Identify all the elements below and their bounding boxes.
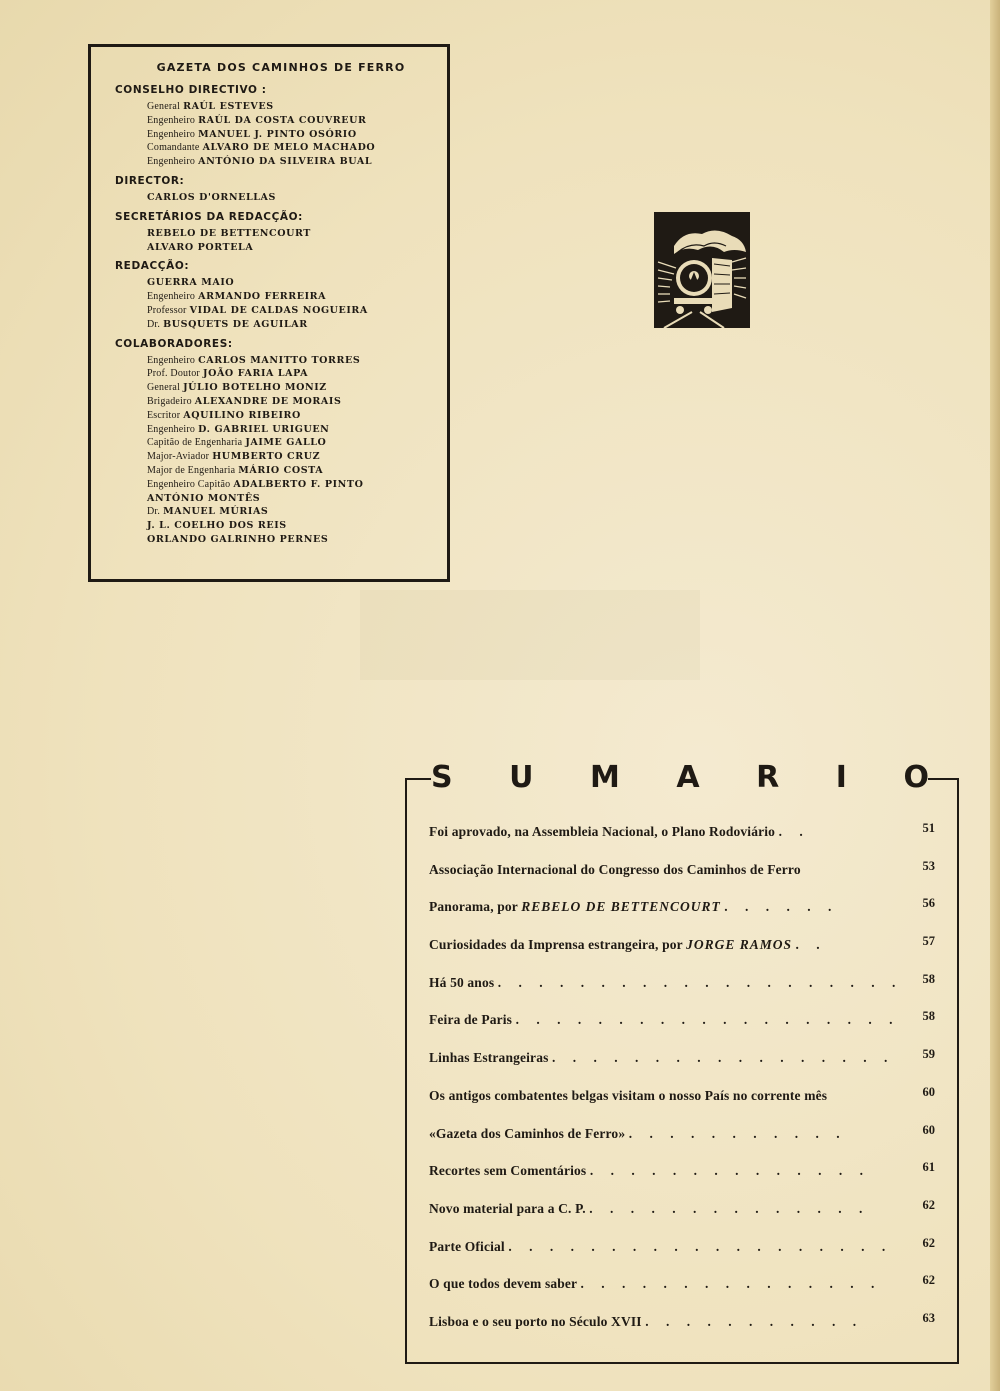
staff-name: RAÚL DA COSTA COUVREUR bbox=[198, 114, 367, 126]
staff-name: CARLOS MANITTO TORRES bbox=[198, 354, 361, 366]
summary-entry-page: 58 bbox=[922, 971, 935, 986]
staff-name: BUSQUETS DE AGUILAR bbox=[163, 318, 308, 330]
staff-member bbox=[147, 276, 437, 290]
staff-name: JÚLIO BOTELHO MONIZ bbox=[183, 382, 327, 394]
staff-box bbox=[88, 44, 450, 582]
staff-name: JOÃO FARIA LAPA bbox=[202, 368, 309, 380]
staff-rank: Comandante bbox=[147, 142, 200, 154]
summary-entry-text: Há 50 anos bbox=[429, 974, 495, 990]
summary-heading-letter: S bbox=[431, 760, 453, 795]
staff-rank: Prof. Doutor bbox=[147, 368, 200, 380]
summary-entry-leader: . . . . . . . . . . . . . . . . . . . bbox=[508, 1238, 893, 1254]
staff-name: GUERRA MAIO bbox=[147, 277, 235, 289]
staff-member bbox=[147, 381, 437, 395]
summary-entry-title bbox=[429, 1314, 863, 1330]
summary-entry bbox=[429, 1122, 937, 1160]
summary-entry-page: 63 bbox=[922, 1310, 935, 1325]
summary-entry-title bbox=[429, 1126, 847, 1142]
staff-member bbox=[147, 114, 437, 128]
summary-entry-text: «Gazeta dos Caminhos de Ferro» bbox=[429, 1125, 626, 1141]
summary-entry-page: 60 bbox=[922, 1084, 935, 1099]
staff-name: ALVARO DE MELO MACHADO bbox=[202, 142, 376, 154]
summary-heading-letter: M bbox=[590, 760, 620, 795]
staff-member bbox=[147, 519, 437, 533]
staff-member bbox=[147, 464, 437, 478]
staff-name: ARMANDO FERREIRA bbox=[198, 291, 327, 303]
staff-name: CARLOS D'ORNELLAS bbox=[147, 191, 276, 203]
summary-entry-text: Linhas Estrangeiras bbox=[429, 1050, 549, 1066]
staff-rank: Dr. bbox=[147, 318, 161, 330]
summary-entry-leader: . . bbox=[778, 824, 810, 839]
summary-entry-page: 59 bbox=[922, 1047, 935, 1062]
summary-entry-text: Feira de Paris bbox=[429, 1012, 513, 1028]
summary-entry-title bbox=[429, 824, 810, 840]
page-edge bbox=[990, 0, 1000, 1391]
staff-rank: Professor bbox=[147, 304, 187, 316]
summary-entry-title bbox=[429, 862, 801, 878]
masthead-title: GAZETA DOS CAMINHOS DE FERRO bbox=[156, 61, 406, 74]
summary-entry-text: Os antigos combatentes belgas visitam o nosso País no corrente mês bbox=[429, 1087, 828, 1103]
summary-entry bbox=[429, 1008, 937, 1046]
summary-entry-title bbox=[429, 1012, 899, 1028]
staff-rank: Engenheiro bbox=[147, 354, 196, 366]
summary-entry-text: Associação Internacional do Congresso dos Caminhos de Ferro bbox=[429, 861, 801, 877]
summary-entry-leader: . . . . . . . . . . . . . . . bbox=[580, 1276, 882, 1292]
summary-entry-author: JORGE RAMOS bbox=[686, 937, 792, 953]
summary-list bbox=[429, 820, 937, 1348]
staff-member bbox=[147, 155, 437, 169]
staff-member bbox=[147, 290, 437, 304]
summary-entry-text: Curiosidades da Imprensa estrangeira, por bbox=[429, 937, 687, 953]
staff-name: ANTÓNIO DA SILVEIRA BUAL bbox=[198, 156, 373, 168]
staff-section-heading: SECRETÁRIOS DA REDACÇÃO: bbox=[115, 210, 303, 223]
staff-member bbox=[147, 367, 437, 381]
summary-entry-page: 53 bbox=[922, 858, 935, 873]
summary-entry-leader: . . . . . . . . . . . bbox=[628, 1125, 847, 1141]
staff-member bbox=[147, 492, 437, 506]
summary-heading-letter: A bbox=[676, 760, 700, 795]
staff-name: MÁRIO COSTA bbox=[238, 464, 324, 476]
summary-entry-page: 60 bbox=[922, 1122, 935, 1137]
summary-entry bbox=[429, 1235, 937, 1273]
summary-entry-leader: . . . . . . . . . . . bbox=[645, 1313, 864, 1329]
summary-entry bbox=[429, 1159, 937, 1197]
summary-entry-author: REBELO DE BETTENCOURT bbox=[521, 899, 721, 915]
summary-entry bbox=[429, 1272, 937, 1310]
locomotive-woodcut-icon bbox=[654, 212, 750, 328]
summary-entry-page: 56 bbox=[922, 896, 935, 911]
staff-member bbox=[147, 423, 437, 437]
staff-member bbox=[147, 533, 437, 547]
staff-rank: General bbox=[147, 101, 181, 112]
staff-section-heading: CONSELHO DIRECTIVO : bbox=[115, 84, 267, 96]
summary-entry-leader: . . . . . . . . . . . . . . . . . . . . bbox=[497, 974, 903, 990]
staff-member bbox=[147, 409, 437, 423]
staff-rank: Major-Aviador bbox=[147, 451, 210, 463]
summary-entry-title bbox=[429, 1163, 870, 1179]
summary-entry-text: Foi aprovado, na Assembleia Nacional, o Plano Rodoviário bbox=[429, 824, 776, 839]
summary-entry-leader: . . . . . . . . . . . . . . . . . . . bbox=[515, 1012, 900, 1028]
summary-entry-leader: . . . . . . bbox=[724, 899, 839, 915]
staff-member bbox=[147, 436, 437, 450]
summary-entry-title bbox=[429, 937, 827, 953]
staff-name: D. GABRIEL URIGUEN bbox=[198, 423, 330, 435]
staff-member bbox=[147, 241, 437, 255]
summary-entry-title bbox=[429, 1050, 894, 1066]
staff-name: AQUILINO RIBEIRO bbox=[183, 409, 301, 421]
summary-entry-text: Lisboa e o seu porto no Século XVII bbox=[429, 1313, 642, 1329]
summary-heading-letter: I bbox=[835, 760, 847, 795]
summary-entry bbox=[429, 971, 937, 1009]
staff-rank: Major de Engenharia bbox=[147, 464, 236, 476]
summary-entry-title bbox=[429, 975, 902, 991]
staff-name: ALVARO PORTELA bbox=[147, 241, 254, 253]
staff-member bbox=[147, 141, 437, 155]
staff-member bbox=[147, 450, 437, 464]
summary-entry-page: 62 bbox=[922, 1235, 935, 1250]
staff-member bbox=[147, 505, 437, 519]
staff-member bbox=[147, 227, 437, 241]
staff-rank: Engenheiro bbox=[147, 114, 196, 126]
summary-entry bbox=[429, 933, 937, 971]
staff-name: JAIME GALLO bbox=[245, 437, 327, 449]
staff-rank: Brigadeiro bbox=[147, 395, 192, 407]
summary-entry-page: 62 bbox=[922, 1197, 935, 1212]
staff-member bbox=[147, 354, 437, 368]
staff-rank: Engenheiro Capitão bbox=[147, 478, 231, 490]
summary-entry-page: 58 bbox=[922, 1009, 935, 1024]
summary-heading-letter: U bbox=[509, 760, 534, 795]
staff-name: ORLANDO GALRINHO PERNES bbox=[147, 533, 329, 545]
summary-entry bbox=[429, 820, 937, 858]
summary-entry-text: Recortes sem Comentários bbox=[429, 1163, 587, 1179]
summary-rule-right bbox=[928, 778, 957, 780]
summary-entry-leader: . . . . . . . . . . . . . . . . . bbox=[552, 1050, 895, 1066]
staff-section-heading: REDACÇÃO: bbox=[115, 260, 190, 273]
summary-entry-text: O que todos devem saber bbox=[429, 1276, 577, 1292]
summary-entry-page: 51 bbox=[922, 821, 935, 835]
summary-entry-title bbox=[429, 1088, 827, 1104]
staff-name: J. L. COELHO DOS REIS bbox=[147, 520, 287, 532]
show-through-shadow bbox=[360, 590, 700, 680]
summary-entry-title bbox=[429, 1201, 869, 1217]
staff-name: ADALBERTO F. PINTO bbox=[233, 478, 364, 490]
summary-entry bbox=[429, 1084, 937, 1122]
staff-member bbox=[147, 100, 437, 114]
summary-heading bbox=[431, 760, 929, 796]
summary-entry-text: Panorama, por bbox=[429, 899, 522, 915]
staff-name: ALEXANDRE DE MORAIS bbox=[194, 395, 342, 407]
summary-entry-leader: . . bbox=[795, 937, 827, 953]
staff-rank: General bbox=[147, 382, 181, 394]
summary-entry-title bbox=[429, 1239, 892, 1255]
summary-rule-left bbox=[405, 778, 431, 780]
staff-rank: Escritor bbox=[147, 409, 181, 421]
staff-rank: Dr. bbox=[147, 506, 161, 518]
summary-heading-letter: O bbox=[903, 760, 929, 795]
staff-member bbox=[147, 318, 437, 332]
summary-entry-page: 62 bbox=[922, 1273, 935, 1288]
summary-entry bbox=[429, 1310, 937, 1348]
summary-entry-title bbox=[429, 1276, 881, 1292]
summary-entry bbox=[429, 1046, 937, 1084]
summary-entry-leader: . . . . . . . . . . . . . . bbox=[589, 1163, 870, 1179]
staff-name: MANUEL J. PINTO OSÓRIO bbox=[198, 128, 357, 140]
summary-entry-page: 57 bbox=[922, 934, 935, 949]
staff-member bbox=[147, 191, 437, 205]
staff-rank: Engenheiro bbox=[147, 128, 196, 140]
summary-entry-text: Novo material para a C. P. bbox=[429, 1200, 586, 1216]
staff-name: MANUEL MÚRIAS bbox=[163, 506, 269, 518]
summary-entry-page: 61 bbox=[922, 1160, 935, 1175]
staff-rank: Engenheiro bbox=[147, 423, 196, 435]
staff-name: REBELO DE BETTENCOURT bbox=[147, 227, 311, 239]
summary-entry-leader: . . . . . . . . . . . . . . bbox=[589, 1200, 870, 1216]
staff-name: ANTÓNIO MONTÊS bbox=[147, 492, 261, 504]
staff-rank: Engenheiro bbox=[147, 156, 196, 168]
staff-list bbox=[115, 61, 437, 547]
staff-member bbox=[147, 478, 437, 492]
staff-section-heading: COLABORADORES: bbox=[115, 337, 233, 350]
staff-name: RAÚL ESTEVES bbox=[183, 101, 274, 112]
staff-name: HUMBERTO CRUZ bbox=[212, 451, 321, 463]
summary-entry bbox=[429, 895, 937, 933]
staff-member bbox=[147, 304, 437, 318]
staff-section-heading: DIRECTOR: bbox=[115, 174, 185, 187]
staff-member bbox=[147, 395, 437, 409]
summary-entry bbox=[429, 1197, 937, 1235]
summary-entry bbox=[429, 858, 937, 896]
staff-rank: Engenheiro bbox=[147, 291, 196, 303]
staff-rank: Capitão de Engenharia bbox=[147, 437, 243, 449]
summary-entry-text: Parte Oficial bbox=[429, 1238, 505, 1254]
summary-heading-letter: R bbox=[756, 760, 780, 795]
staff-name: VIDAL DE CALDAS NOGUEIRA bbox=[189, 304, 368, 316]
summary-entry-title bbox=[429, 899, 838, 915]
staff-member bbox=[147, 128, 437, 142]
